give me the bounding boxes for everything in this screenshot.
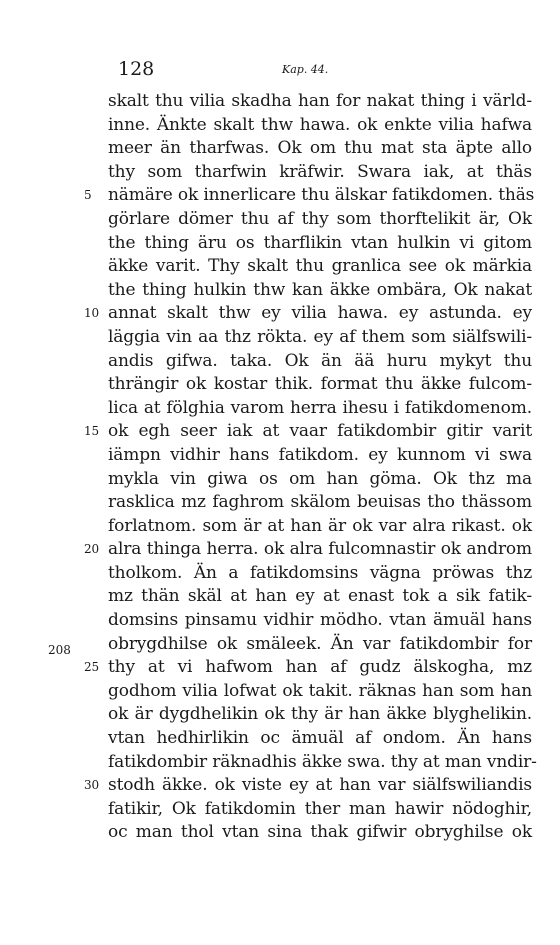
line-text: stodh äkke. ok viste ey at han var siälfswiliandis xyxy=(108,775,532,796)
line-number: 30 xyxy=(84,778,99,793)
line-text: thy som tharfwin kräfwir. Swara iak, at thäs xyxy=(108,161,532,182)
text-line xyxy=(108,727,532,751)
line-text: oc man thol vtan sina thak gifwir obryghilse ok xyxy=(108,822,532,843)
line-text: inne. Änkte skalt thw hawa. ok enkte vilia hafwa xyxy=(108,114,532,135)
text-line xyxy=(108,444,532,468)
line-text: andis gifwa. taka. Ok än ää huru mykyt thu xyxy=(108,350,532,371)
line-text: skalt thu vilia skadha han for nakat thing i värld- xyxy=(108,91,532,111)
text-line xyxy=(108,515,532,539)
text-line xyxy=(108,373,532,397)
text-line xyxy=(108,350,532,374)
line-text: ok egh seer iak at vaar fatikdombir gitir varit xyxy=(108,421,532,442)
line-text: domsins pinsamu vidhir mödho. vtan ämuäl hans xyxy=(108,610,532,631)
line-text: görlare dömer thu af thy som thorftelikit är, Ok xyxy=(108,208,532,229)
line-text: thy at vi hafwom han af gudz älskogha, mz xyxy=(108,657,532,678)
text-line xyxy=(108,232,532,256)
margin-reference: 208 xyxy=(48,643,71,657)
text-line xyxy=(84,420,532,444)
line-text: fatikir, Ok fatikdomin ther man hawir nödoghir, xyxy=(108,798,532,819)
page-number: 128 xyxy=(118,58,155,80)
text-line xyxy=(108,208,532,232)
text-line xyxy=(108,90,532,114)
line-text: the thing hulkin thw kan äkke ombära, Ok nakat xyxy=(108,279,532,300)
text-line xyxy=(108,397,532,421)
chapter-heading: Kap. 44. xyxy=(282,63,329,76)
line-text: alra thinga herra. ok alra fulcomnastir ok androm xyxy=(108,539,532,560)
line-text: iämpn vidhir hans fatikdom. ey kunnom vi swa xyxy=(108,444,532,465)
line-number: 20 xyxy=(84,542,99,557)
text-line xyxy=(108,633,532,657)
line-text: äkke varit. Thy skalt thu granlica see ok märkia xyxy=(108,256,532,277)
line-text: ok är dygdhelikin ok thy är han äkke blyghelikin. xyxy=(108,704,532,725)
line-text: läggia vin aa thz rökta. ey af them som siälfswili- xyxy=(108,326,532,347)
line-text: the thing äru os tharflikin vtan hulkin vi gitom xyxy=(108,232,532,253)
text-line xyxy=(108,562,532,586)
text-line xyxy=(108,798,532,822)
line-number: 25 xyxy=(84,660,99,675)
text-line xyxy=(108,680,532,704)
line-text: annat skalt thw ey vilia hawa. ey astunda. ey xyxy=(108,303,532,324)
line-text: fatikdombir räknadhis äkke swa. thy at man vndir- xyxy=(108,751,537,772)
line-text: mz thän skäl at han ey at enast tok a sik fatik- xyxy=(108,586,532,607)
line-number: 15 xyxy=(84,424,99,439)
text-line xyxy=(84,656,532,680)
text-line xyxy=(108,255,532,279)
text-line xyxy=(108,279,532,303)
line-text: mykla vin giwa os om han göma. Ok thz ma xyxy=(108,468,532,489)
line-text: nämäre ok innerlicare thu älskar fatikdomen. thäs xyxy=(108,185,535,206)
text-line xyxy=(108,114,532,138)
text-line xyxy=(108,161,532,185)
text-line xyxy=(108,609,532,633)
line-text: godhom vilia lofwat ok takit. räknas han som han xyxy=(108,680,532,701)
text-line xyxy=(84,184,535,208)
text-line xyxy=(108,821,532,845)
text-line xyxy=(108,137,532,161)
line-text: rasklica mz faghrom skälom beuisas tho thässom xyxy=(108,492,532,513)
text-line xyxy=(84,302,532,326)
line-text: tholkom. Än a fatikdomsins vägna pröwas thz xyxy=(108,562,532,583)
text-line xyxy=(84,538,532,562)
line-number: 10 xyxy=(84,306,99,321)
text-line xyxy=(108,703,532,727)
text-line xyxy=(108,468,532,492)
line-text: lica at fölghia varom herra ihesu i fatikdomenom. xyxy=(108,397,532,418)
line-text: forlatnom. som är at han är ok var alra rikast. ok xyxy=(108,515,532,536)
text-line xyxy=(84,774,532,798)
line-text: meer än tharfwas. Ok om thu mat sta äpte allo xyxy=(108,138,532,159)
text-line xyxy=(108,326,532,350)
line-number: 5 xyxy=(84,188,92,203)
line-text: thrängir ok kostar thik. format thu äkke fulcom- xyxy=(108,374,532,395)
line-text: vtan hedhirlikin oc ämuäl af ondom. Än hans xyxy=(108,728,532,749)
text-line xyxy=(108,751,537,775)
text-line xyxy=(108,491,532,515)
body-text xyxy=(84,90,537,845)
line-text: obrygdhilse ok smäleek. Än var fatikdombir for xyxy=(108,633,532,654)
text-line xyxy=(108,585,532,609)
